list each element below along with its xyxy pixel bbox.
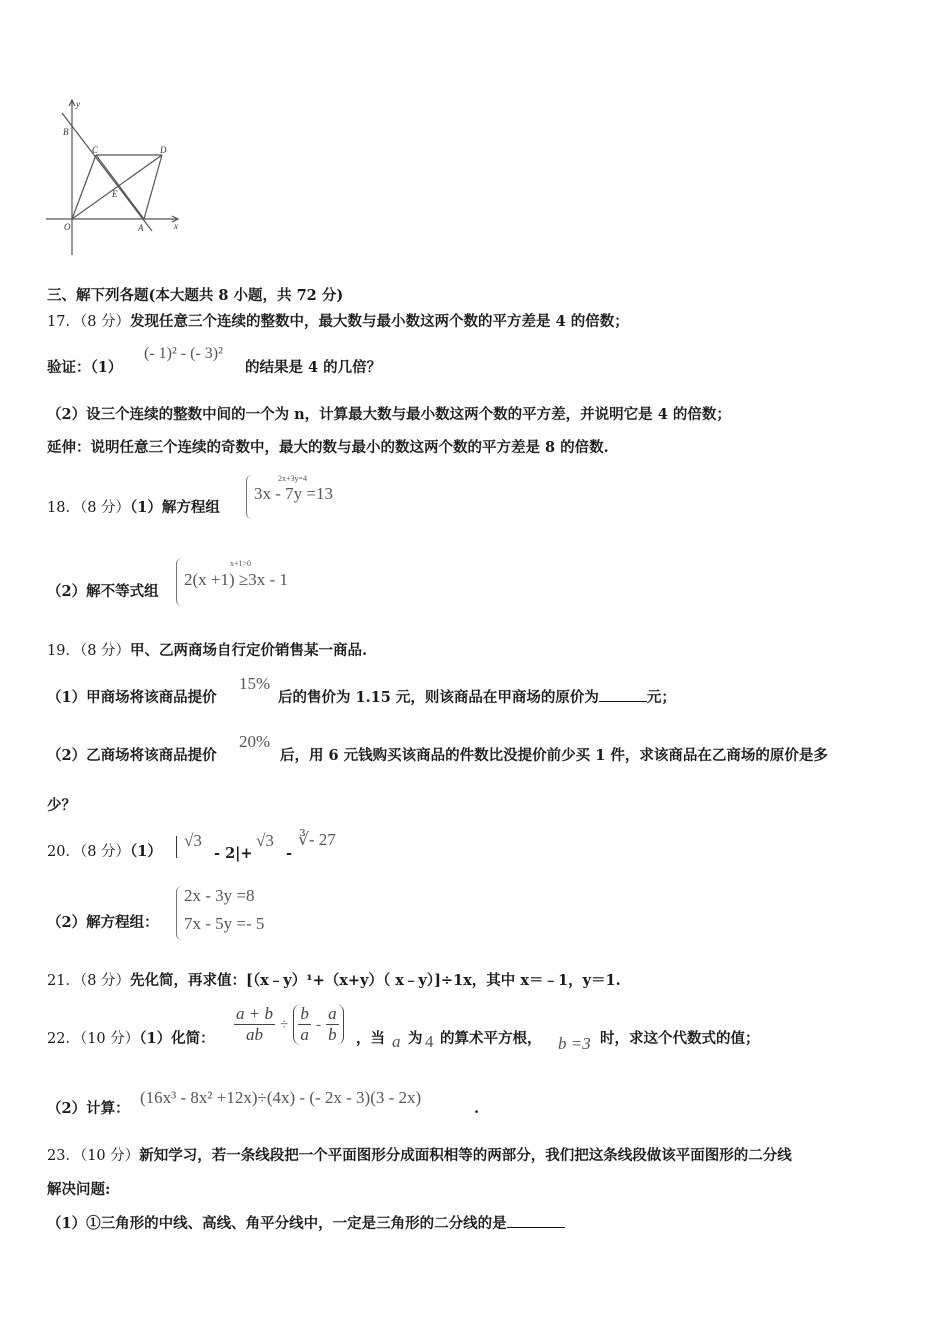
q19-text: 甲、乙两商场自行定价销售某一商品. bbox=[130, 642, 368, 659]
q18-line bbox=[47, 497, 220, 519]
q19-part2-post: 后，用 6 元钱购买该商品的件数比没提价前少买 1 件，求该商品在乙商场的原价是多 bbox=[280, 747, 828, 764]
q19-part1-pre: （1）甲商场将该商品提价 bbox=[47, 689, 217, 706]
q18-part1: （1）解方程组 bbox=[130, 499, 220, 516]
q22-part1: （1）化简： bbox=[139, 1030, 215, 1047]
q23-number: 23． bbox=[47, 1148, 80, 1164]
label-E: E bbox=[112, 189, 118, 199]
q17-number: 17． bbox=[47, 314, 80, 330]
q17-part2: （2）设三个连续的整数中间的一个为 n，计算最大数与最小数这两个数的平方差，并说明它是 4 的倍数； bbox=[47, 406, 731, 423]
q17-verify-label: 验证：（1） bbox=[47, 359, 123, 376]
q20-part2: （2）解方程组： bbox=[47, 914, 159, 931]
q22-sqrt-text: 的算术平方根， bbox=[440, 1030, 542, 1047]
q20-expr-cuberoot: ∛- 27 bbox=[298, 830, 336, 849]
segment-CA bbox=[96, 155, 144, 219]
q22-f2-numerator: b bbox=[300, 1004, 309, 1023]
q19-part2-pre: （2）乙商场将该商品提价 bbox=[47, 747, 217, 764]
q18-number: 18． bbox=[47, 500, 80, 516]
segment-OD bbox=[72, 155, 162, 219]
q19-part2-cont: 少？ bbox=[47, 797, 76, 814]
q22-expression bbox=[234, 1004, 344, 1045]
q22-fraction-3 bbox=[326, 1004, 339, 1045]
q20-points: （8 分） bbox=[79, 844, 131, 860]
q22-number: 22． bbox=[47, 1031, 80, 1047]
q22-minus: - bbox=[316, 1017, 321, 1033]
q19-part1-post bbox=[278, 687, 676, 709]
q20-system-bottom: 7x - 5y =- 5 bbox=[184, 914, 265, 933]
q22-tail: 时，求这个代数式的值； bbox=[600, 1030, 760, 1047]
q23-part1 bbox=[47, 1213, 565, 1235]
q22-points: （10 分） bbox=[79, 1031, 140, 1047]
coordinate-figure bbox=[40, 95, 185, 260]
q18-system1-top: 2x+3y=4 bbox=[278, 474, 308, 483]
q20-line bbox=[47, 841, 162, 863]
q23-line bbox=[47, 1145, 792, 1167]
q17-verify-tail: 的结果是 4 的几倍？ bbox=[245, 359, 382, 376]
segment-DA bbox=[144, 155, 162, 219]
q19-part1-end: 元； bbox=[646, 689, 676, 706]
q17-extension: 延伸：说明任意三个连续的奇数中，最大的数与最小的数这两个数的平方差是 8 的倍数. bbox=[47, 439, 609, 456]
q20-expr-minus2: - 2|+ bbox=[214, 845, 253, 862]
q23-points: （10 分） bbox=[79, 1148, 140, 1164]
label-C: C bbox=[92, 145, 99, 155]
q22-f3-numerator: a bbox=[328, 1004, 337, 1023]
q17-line bbox=[47, 311, 629, 333]
q18-brace-2 bbox=[176, 558, 183, 606]
q22-is: 为 bbox=[408, 1030, 423, 1047]
label-B: B bbox=[63, 127, 69, 137]
q22-f1-denominator: ab bbox=[245, 1025, 263, 1044]
q18-part2: （2）解不等式组 bbox=[47, 583, 159, 600]
q23-part1-text: （1）①三角形的中线、高线、角平分线中，一定是三角形的二分线的是 bbox=[47, 1215, 507, 1232]
q21-number: 21． bbox=[47, 973, 80, 989]
q19-points: （8 分） bbox=[79, 643, 131, 659]
q22-line bbox=[47, 1028, 215, 1050]
label-D: D bbox=[160, 145, 167, 155]
q20-expr-sqrt3-a: √3 bbox=[184, 831, 202, 850]
q22-fraction-1 bbox=[234, 1004, 275, 1045]
q22-four: 4 bbox=[425, 1032, 434, 1051]
q18-system1-bottom: 3x - 7y =13 bbox=[254, 484, 333, 503]
label-A: A bbox=[138, 223, 144, 233]
q17-verify-math: (- 1)² - (- 3)² bbox=[144, 345, 223, 362]
q22-var-a: a bbox=[392, 1032, 401, 1051]
q22-part2: （2）计算： bbox=[47, 1100, 130, 1117]
q19-part2-percent: 20% bbox=[239, 732, 271, 751]
q19-number: 19． bbox=[47, 643, 80, 659]
q22-f2-denominator: a bbox=[300, 1025, 309, 1044]
q18-points: （8 分） bbox=[79, 500, 131, 516]
q20-expr-sqrt3-b: √3 bbox=[256, 831, 274, 850]
q21-points: （8 分） bbox=[79, 973, 131, 989]
q19-part1-percent: 15% bbox=[239, 674, 271, 693]
q22-fraction-2 bbox=[298, 1004, 311, 1045]
label-O: O bbox=[64, 222, 71, 232]
q18-system2-bottom: 2(x +1) ≥3x - 1 bbox=[184, 570, 288, 589]
q20-abs-bar bbox=[176, 836, 177, 858]
q18-brace-1 bbox=[246, 475, 253, 519]
q22-divide: ÷ bbox=[280, 1017, 289, 1033]
q20-brace bbox=[176, 886, 183, 940]
label-y: y bbox=[76, 99, 80, 109]
q17-text: 发现任意三个连续的整数中，最大数与最小数这两个数的平方差是 4 的倍数； bbox=[130, 313, 629, 330]
q21-line bbox=[47, 970, 621, 992]
q22-f3-denominator: b bbox=[328, 1025, 337, 1044]
q18-system2-top: x+1>0 bbox=[230, 559, 252, 568]
q22-period: . bbox=[474, 1100, 480, 1117]
segment-OC bbox=[72, 155, 96, 219]
q22-when: ，当 bbox=[356, 1030, 385, 1047]
label-x: x bbox=[174, 221, 178, 231]
q20-system-top: 2x - 3y =8 bbox=[184, 886, 255, 905]
q20-part1: （1） bbox=[130, 843, 162, 860]
q23-solve: 解决问题: bbox=[47, 1181, 111, 1198]
q19-part1-post-text: 后的售价为 1.15 元，则该商品在甲商场的原价为 bbox=[278, 689, 599, 706]
q19-line bbox=[47, 640, 367, 662]
q21-text: 先化简，再求值：[（x﹣y）¹+（x+y）（ x﹣y）]÷1x，其中 x＝﹣1，y＝1. bbox=[130, 972, 621, 989]
q22-paren-group bbox=[293, 1004, 343, 1045]
q23-text: 新知学习，若一条线段把一个平面图形分成面积相等的两部分，我们把这条线段做该平面图形的二分线 bbox=[139, 1147, 792, 1164]
q22-f1-numerator: a + b bbox=[236, 1004, 273, 1023]
q23-answer-blank[interactable] bbox=[507, 1227, 565, 1228]
q22-b-equals: b =3 bbox=[558, 1034, 591, 1053]
q20-number: 20． bbox=[47, 844, 80, 860]
q20-expr-minus: - bbox=[286, 845, 293, 862]
q17-points: （8 分） bbox=[79, 314, 131, 330]
q22-calc: (16x³ - 8x² +12x)÷(4x) - (- 2x - 3)(3 - 2x) bbox=[140, 1088, 422, 1107]
q19-answer-blank[interactable] bbox=[599, 701, 647, 702]
section-title: 三、解下列各题(本大题共 8 小题，共 72 分) bbox=[47, 287, 344, 304]
